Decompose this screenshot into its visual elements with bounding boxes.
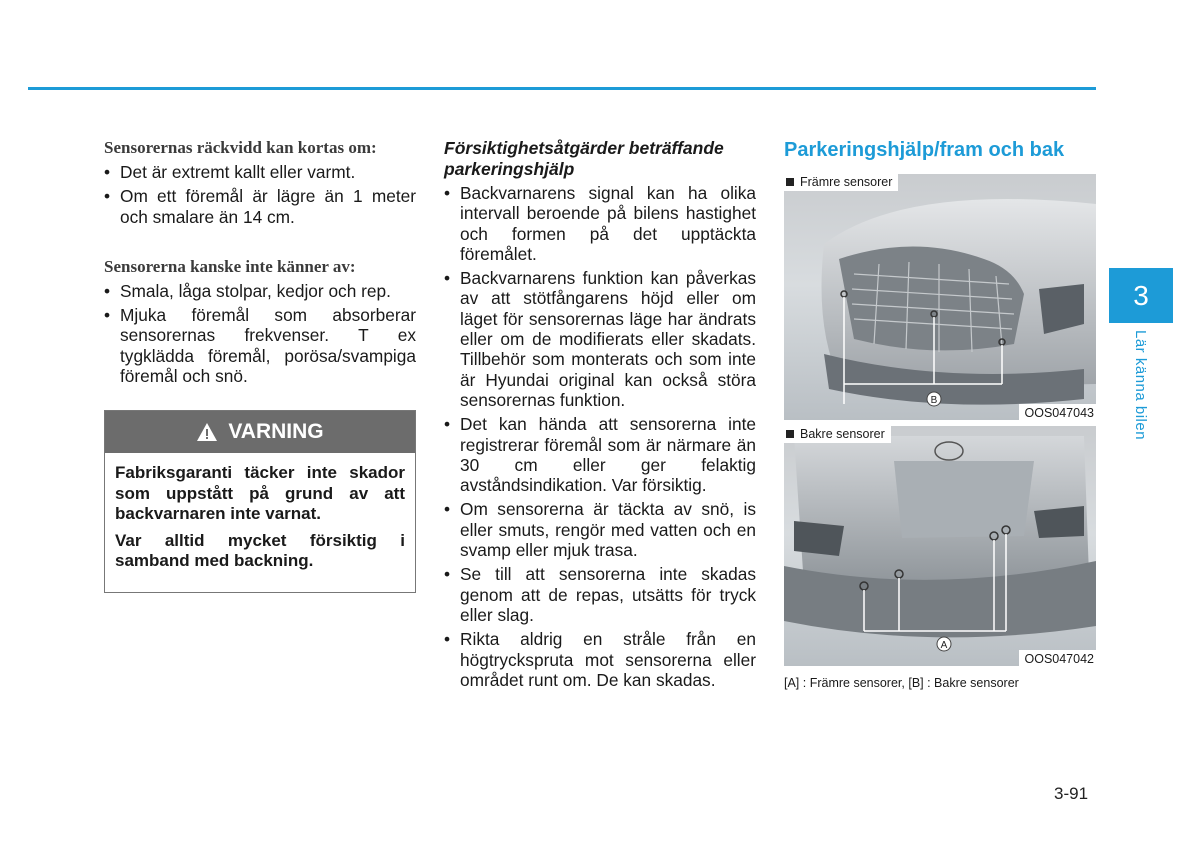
marker-a: A (940, 640, 948, 651)
list-item: • Smala, låga stolpar, kedjor och rep. (104, 281, 416, 301)
warning-triangle-icon (196, 422, 218, 442)
figure-label: Främre sensorer (784, 174, 898, 191)
precautions-list (444, 183, 756, 690)
range-heading: Sensorernas räckvidd kan kortas om: (104, 138, 377, 157)
rear-car-illustration (784, 426, 1096, 666)
header-rule (28, 87, 1096, 90)
list-item: • Se till att sensorerna inte skadas genom att de repas, utsätts för tryck eller slag. (444, 564, 756, 625)
marker-b: B (930, 395, 938, 406)
column-left (104, 138, 416, 593)
list-item: • Backvarnarens funktion kan påverkas av att stötfångarens höjd eller om läget för sensorernas läge har ändrats eller om de modifierats eller skadats. Tillbehör som monterats och som inte är Hyundai original kan också störa sensorernas funktion. (444, 268, 756, 410)
list-item: • Det kan hända att sensorerna inte registrerar föremål som är närmare än 30 cm eller ger felaktig avståndsindikation. Var försiktig. (444, 414, 756, 495)
figure-label: Bakre sensorer (784, 426, 891, 443)
chapter-title: Lär känna bilen (1132, 330, 1149, 441)
figure-code: OOS047043 (1019, 404, 1097, 420)
section-heading: Parkeringshjälp/fram och bak (784, 139, 1065, 161)
precautions-heading: Försiktighetsåtgärder beträffande parkeringshjälp (444, 138, 724, 179)
warning-box (104, 410, 416, 593)
detect-heading: Sensorerna kanske inte känner av: (104, 256, 356, 276)
warning-text: Fabriksgaranti täcker inte skador som uppstått på grund av att backvarnaren inte varnat. (115, 463, 405, 524)
warning-header (105, 411, 415, 453)
figure-caption: [A] : Främre sensorer, [B] : Bakre sensorer (784, 676, 1019, 690)
list-item: • Backvarnarens signal kan ha olika intervall beroende på bilens hastighet och formen på det upptäckta föremålet. (444, 183, 756, 264)
list-item: • Om sensorerna är täckta av snö, is eller smuts, rengör med vatten och en svamp eller mjuk trasa. (444, 499, 756, 560)
warning-body (105, 453, 415, 592)
chapter-number-tab: 3 (1109, 268, 1173, 323)
figure-code: OOS047042 (1019, 650, 1097, 666)
column-middle (444, 138, 756, 694)
list-item: • Rikta aldrig en stråle från en högtryckspruta mot sensorerna eller området runt om. De kan skadas. (444, 629, 756, 690)
page-number: 3-91 (1054, 784, 1089, 803)
range-list (104, 162, 416, 227)
column-right (784, 138, 1096, 690)
list-item: • Det är extremt kallt eller varmt. (104, 162, 416, 182)
rear-sensors-figure (784, 426, 1096, 666)
list-item: • Mjuka föremål som absorberar sensorernas frekvenser. T ex tygklädda föremål, porösa/svampiga föremål och snö. (104, 305, 416, 386)
list-item: • Om ett föremål är lägre än 1 meter och smalare än 14 cm. (104, 186, 416, 227)
warning-title: VARNING (228, 420, 324, 444)
front-car-illustration (784, 174, 1096, 420)
front-sensors-figure (784, 174, 1096, 420)
warning-text: Var alltid mycket försiktig i samband med backning. (115, 530, 405, 571)
detect-list (104, 281, 416, 386)
